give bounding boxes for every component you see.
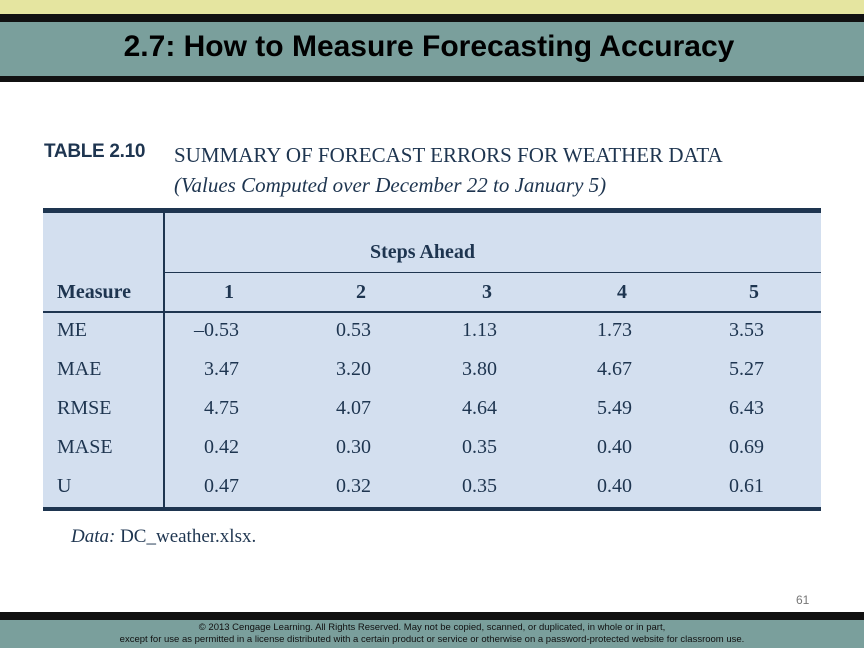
table-cell: 5.49 bbox=[597, 397, 632, 419]
footer-divider bbox=[0, 612, 864, 620]
top-divider bbox=[0, 14, 864, 22]
table-cell: 4.07 bbox=[336, 397, 371, 419]
table-cell: 0.53 bbox=[336, 319, 371, 341]
table-cell: 0.35 bbox=[462, 436, 497, 458]
row-measure-label: U bbox=[57, 475, 72, 497]
column-header-step-4: 4 bbox=[617, 281, 627, 303]
copyright-line-1: © 2013 Cengage Learning. All Rights Reserved. May not be copied, scanned, or duplicated, in whole or in part, bbox=[198, 622, 666, 633]
row-measure-label: ME bbox=[57, 319, 87, 341]
table-cell: 3.20 bbox=[336, 358, 371, 380]
table-cell: 3.47 bbox=[204, 358, 239, 380]
table-cell: 6.43 bbox=[729, 397, 764, 419]
table-cell: 1.13 bbox=[462, 319, 497, 341]
data-source-file: DC_weather.xlsx. bbox=[120, 526, 257, 547]
measure-header: Measure bbox=[57, 281, 132, 303]
column-header-step-1: 1 bbox=[224, 281, 234, 303]
footer-bar bbox=[0, 620, 864, 648]
table-cell: 5.27 bbox=[729, 358, 764, 380]
table-cell: 0.40 bbox=[597, 475, 632, 497]
table-top-rule bbox=[43, 208, 821, 213]
table-title: SUMMARY OF FORECAST ERRORS FOR WEATHER DATA bbox=[174, 143, 723, 167]
table-cell: 0.69 bbox=[729, 436, 764, 458]
table-cell: 3.80 bbox=[462, 358, 497, 380]
row-measure-label: MASE bbox=[57, 436, 113, 458]
steps-header-rule bbox=[164, 272, 821, 273]
copyright-line-2: except for use as permitted in a license distributed with a certain product or service or otherwise on a password-protected website for classroom use. bbox=[119, 634, 745, 645]
data-source-note bbox=[71, 526, 256, 548]
row-measure-label: RMSE bbox=[57, 397, 112, 419]
table-cell: 0.35 bbox=[462, 475, 497, 497]
title-divider bbox=[0, 76, 864, 82]
table-cell: 4.75 bbox=[204, 397, 239, 419]
table-cell: 4.64 bbox=[462, 397, 497, 419]
table-cell: 3.53 bbox=[729, 319, 764, 341]
column-header-step-5: 5 bbox=[749, 281, 759, 303]
column-header-step-3: 3 bbox=[482, 281, 492, 303]
slide-title: 2.7: How to Measure Forecasting Accuracy bbox=[123, 30, 735, 63]
table-cell: 0.61 bbox=[729, 475, 764, 497]
title-bar bbox=[0, 22, 864, 78]
column-header-step-2: 2 bbox=[356, 281, 366, 303]
table-cell: 1.73 bbox=[597, 319, 632, 341]
table-cell: 0.42 bbox=[204, 436, 239, 458]
table-number: TABLE 2.10 bbox=[44, 141, 146, 162]
table-cell: 0.32 bbox=[336, 475, 371, 497]
table-bottom-rule bbox=[43, 507, 821, 511]
table-header-rule bbox=[43, 311, 821, 313]
top-accent-stripe bbox=[0, 0, 864, 14]
table-cell: 0.47 bbox=[204, 475, 239, 497]
row-measure-label: MAE bbox=[57, 358, 102, 380]
table-cell: 0.40 bbox=[597, 436, 632, 458]
table-cell: –0.53 bbox=[194, 319, 239, 341]
steps-ahead-header: Steps Ahead bbox=[370, 241, 476, 263]
page-number: 61 bbox=[796, 593, 810, 607]
table-cell: 0.30 bbox=[336, 436, 371, 458]
data-source-label: Data: bbox=[71, 526, 116, 547]
table-subtitle: (Values Computed over December 22 to January 5) bbox=[174, 173, 607, 197]
table-cell: 4.67 bbox=[597, 358, 632, 380]
table-caption bbox=[174, 140, 723, 200]
